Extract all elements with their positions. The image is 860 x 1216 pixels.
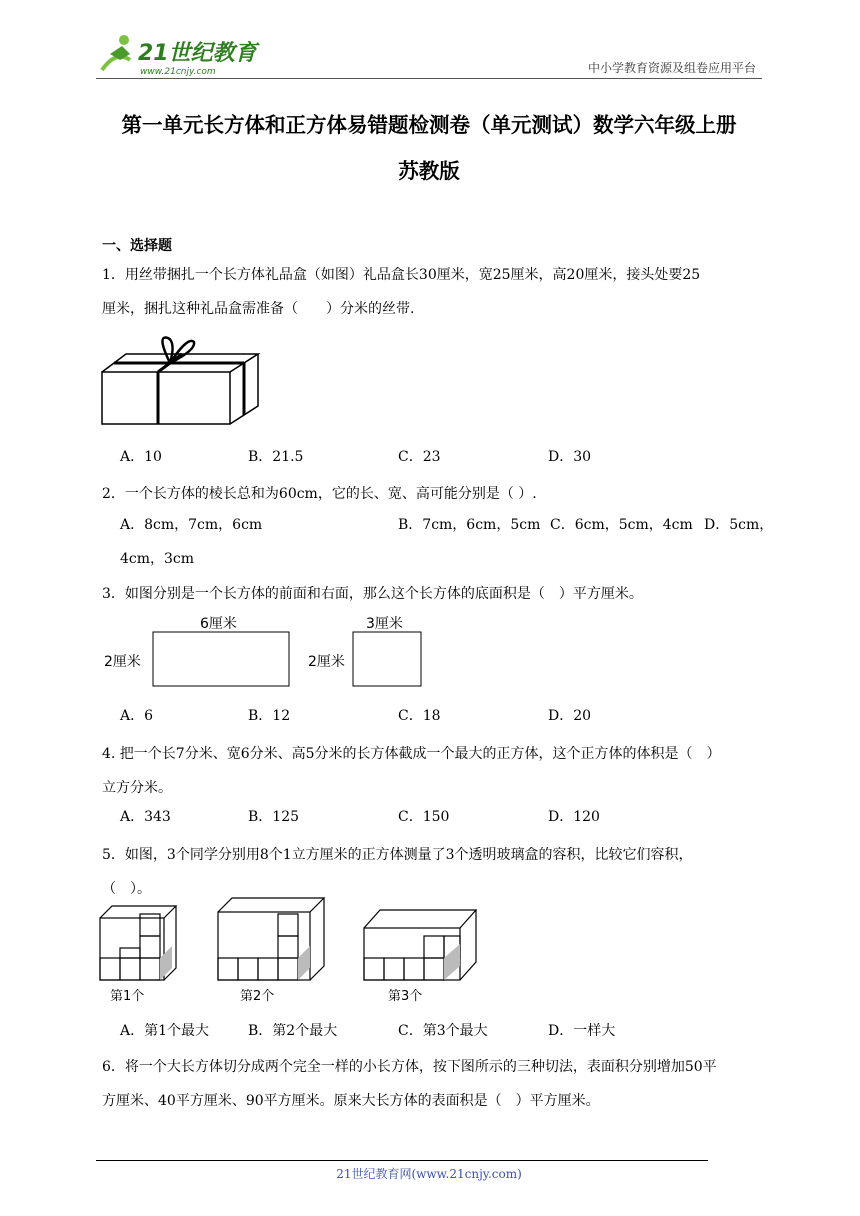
question-3-option-b[interactable]: B．12: [248, 708, 291, 724]
question-2-option-a[interactable]: A．8cm，7cm，6cm: [120, 517, 263, 533]
question-1-option-b[interactable]: B．21.5: [248, 449, 304, 465]
question-3-line1: 3．如图分别是一个长方体的前面和右面，那么这个长方体的底面积是（ ）平方厘米。: [102, 586, 643, 602]
box-2-label: 第2个: [240, 989, 275, 1004]
platform-name: 中小学教育资源及组卷应用平台: [587, 61, 756, 75]
right-height-label: 2厘米: [308, 654, 345, 670]
question-2-option-b[interactable]: B．7cm，6cm，5cm: [398, 517, 541, 533]
question-4-line2: 立方分米。: [102, 780, 172, 796]
question-6-line1: 6．将一个大长方体切分成两个完全一样的小长方体，按下图所示的三种切法，表面积分别增加50平: [102, 1059, 717, 1075]
question-2-option-d-wrap: 4cm，3cm: [120, 551, 195, 567]
question-2-option-d[interactable]: D．5cm，: [704, 517, 774, 533]
header-divider: [96, 78, 762, 79]
footer-divider: [96, 1160, 708, 1161]
question-5-option-d[interactable]: D．一样大: [548, 1023, 616, 1039]
question-1-option-c[interactable]: C．23: [398, 449, 441, 465]
logo-text: 21世纪教育: [138, 41, 257, 66]
question-4-option-d[interactable]: D．120: [548, 809, 600, 825]
gift-box-figure: [98, 332, 264, 428]
site-logo: [96, 30, 266, 78]
question-1-line1: 1．用丝带捆扎一个长方体礼品盒（如图）礼品盒长30厘米，宽25厘米，高20厘米，接头处要25: [102, 267, 701, 283]
question-3-option-a[interactable]: A．6: [120, 708, 154, 724]
question-5-option-c[interactable]: C．第3个最大: [398, 1023, 488, 1039]
box-1-label: 第1个: [110, 989, 145, 1004]
question-5-option-b[interactable]: B．第2个最大: [248, 1023, 338, 1039]
question-6-line2: 方厘米、40平方厘米、90平方厘米。原来大长方体的表面积是（ ）平方厘米。: [102, 1093, 600, 1109]
footer-link[interactable]: 21世纪教育网(www.21cnjy.com): [336, 1167, 522, 1181]
glass-boxes-figure: [98, 894, 482, 1008]
question-5-line2: （ ）。: [102, 881, 151, 897]
question-5-line1: 5．如图，3个同学分别用8个1立方厘米的正方体测量了3个透明玻璃盒的容积，比较它们容积，: [102, 847, 693, 863]
logo-url: www.21cnjy.com: [140, 67, 216, 77]
question-2-line1: 2．一个长方体的棱长总和为60cm，它的长、宽、高可能分别是（ ）.: [102, 486, 537, 502]
question-4-option-b[interactable]: B．125: [248, 809, 300, 825]
question-3-option-d[interactable]: D．20: [548, 708, 592, 724]
question-1-option-a[interactable]: A．10: [120, 449, 162, 465]
right-width-label: 3厘米: [366, 616, 403, 632]
question-4-option-a[interactable]: A．343: [120, 809, 171, 825]
box-3-label: 第3个: [388, 989, 423, 1004]
page-title-line1: 第一单元长方体和正方体易错题检测卷（单元测试）数学六年级上册: [121, 113, 737, 137]
section-heading: 一、选择题: [102, 238, 172, 254]
front-height-label: 2厘米: [104, 654, 141, 670]
front-width-label: 6厘米: [200, 616, 237, 632]
question-2-option-c[interactable]: C．6cm，5cm，4cm: [550, 517, 693, 533]
page-title-line2: 苏教版: [398, 159, 460, 183]
question-1-option-d[interactable]: D．30: [548, 449, 592, 465]
question-4-option-c[interactable]: C．150: [398, 809, 450, 825]
question-5-option-a[interactable]: A．第1个最大: [120, 1023, 210, 1039]
runner-icon: [102, 35, 130, 70]
question-3-option-c[interactable]: C．18: [398, 708, 441, 724]
question-4-line1: 4. 把一个长7分米、宽6分米、高5分米的长方体截成一个最大的正方体，这个正方体的体积是（ ）: [102, 746, 721, 762]
rectangle-faces-figure: [100, 610, 430, 692]
question-1-line2: 厘米，捆扎这种礼品盒需准备（ ）分米的丝带.: [102, 301, 415, 317]
